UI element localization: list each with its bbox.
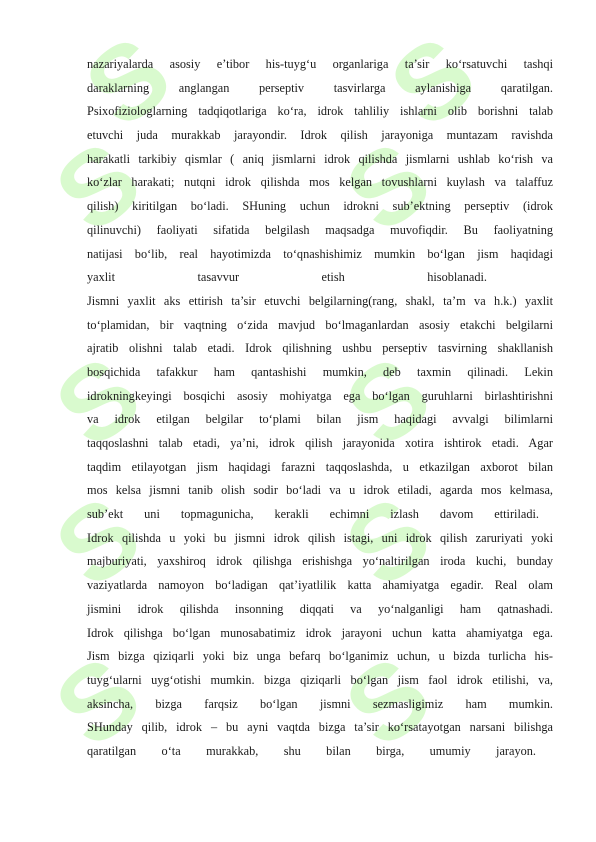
text-line: Jismni yaxlit aks ettirish ta’sir etuvchi belgilarning(rang, shakl, ta’m va h.k.) yaxlit: [87, 293, 553, 308]
text-line: bosqichida tafakkur ham qantashishi mumkin, deb taxmin qilinadi. Lekin: [87, 364, 553, 379]
text-line: tuyg‘ularni uyg‘otishi mumkin. bizga qiziqarli bo‘lgan jism faol idrok etilishi, va,: [87, 672, 553, 687]
text-line: Idrok qilishda u yoki bu jismni idrok qilish istagi, uni idrok qilish zaruriyati yoki: [87, 530, 553, 545]
text-line: ko‘zlar harakati; nutqni idrok qilishda mos kelgan tovushlarni kuylash va talaffuz: [87, 175, 553, 190]
watermark-letter: S: [34, 119, 162, 255]
text-line: natijasi bo‘lib, real hayotimizda to‘qnashishimiz mumkin bo‘lgan jism haqidagi: [87, 246, 553, 261]
text-line: taqdim etilayotgan jism haqidagi farazni taqqoslashda, u etkazilgan axborot bilan: [87, 459, 553, 474]
text-line: qilinuvchi) faoliyati sifatida belgilash maqsadga muvofiqdir. Bu faoliyatning: [87, 222, 553, 237]
text-line: sub’ekt uni topmagunicha, kerakli echimni izlash davom ettiriladi.: [87, 507, 539, 522]
watermark-letter: S: [369, 14, 497, 150]
text-line: jismini idrok qilishda insonning diqqati va yo‘nalganligi ham qatnashadi.: [87, 601, 553, 616]
watermark-letter: S: [324, 474, 452, 610]
watermark-letter: S: [324, 119, 452, 255]
watermark-letter: S: [324, 634, 452, 770]
text-line: Jism bizga qiziqarli yoki biz unga befarq bo‘lganimiz uchun, u bizda turlicha his-: [87, 649, 553, 664]
text-line: qaratilgan o‘ta murakkab, shu bilan birga, umumiy jarayon.: [87, 743, 536, 758]
text-line: vaziyatlarda namoyon bo‘ladigan qat’iyatlilik katta ahamiyatga egadir. Real olam: [87, 578, 553, 593]
text-line: qilish) kiritilgan bo‘ladi. SHuning uchun idrokni sub’ektning perseptiv (idrok: [87, 199, 553, 214]
watermark-letter: S: [34, 334, 162, 470]
text-line: idrokningkeyingi bosqichi asosiy mohiyatga ega bo‘lgan guruhlarni birlashtirishni: [87, 388, 553, 403]
text-line: majburiyati, yaxshiroq idrok qilishga erishishga yo‘naltirilgan iroda kuchi, bunday: [87, 554, 553, 569]
watermark-letter: S: [34, 474, 162, 610]
text-line: SHunday qilib, idrok – bu ayni vaqtda bizga ta’sir ko‘rsatayotgan narsani bilishga: [87, 720, 553, 735]
text-line: aksincha, bizga farqsiz bo‘lgan jismni sezmasligimiz ham mumkin.: [87, 696, 553, 711]
watermark-letter: S: [324, 334, 452, 470]
text-line: yaxlit tasavvur etish hisoblanadi.: [87, 270, 487, 285]
text-line: mos kelsa jismni tanib olish sodir bo‘ladi va u idrok etiladi, agarda mos kelmasa,: [87, 483, 553, 498]
text-line: harakatli tarkibiy qismlar ( aniq jismlarni idrok qilishda jismlarni ushlab ko‘rish va: [87, 151, 553, 166]
text-line: etuvchi juda murakkab jarayondir. Idrok qilish jarayoniga muntazam ravishda: [87, 128, 553, 143]
text-line: taqqoslashni talab etadi, ya’ni, idrok qilish jarayonida xotira ishtirok etadi. Agar: [87, 436, 553, 450]
text-line: Psixofiziologlarning tadqiqotlariga ko‘ra, idrok tahliliy ishlarni olib borishni talab: [87, 104, 553, 119]
watermark-letter: S: [34, 634, 162, 770]
text-line: ajratib olishni talab etadi. Idrok qilishning ushbu perseptiv tasvirning shakllanish: [87, 341, 553, 356]
text-line: Idrok qilishga bo‘lgan munosabatimiz idrok jarayoni uchun katta ahamiyatga ega.: [87, 625, 553, 640]
text-line: va idrok etilgan belgilar to‘plami bilan jism haqidagi avvalgi bilimlarni: [87, 412, 553, 427]
watermark-letter: S: [64, 14, 192, 150]
text-line: to‘plamidan, bir vaqtning o‘zida mavjud bo‘lmaganlardan asosiy etakchi belgilarni: [87, 317, 553, 332]
document-body: [87, 53, 553, 764]
text-line: nazariyalarda asosiy e’tibor his-tuyg‘u organlariga ta’sir ko‘rsatuvchi tashqi: [87, 57, 553, 71]
text-line: daraklarning anglangan perseptiv tasvirlarga aylanishiga qaratilgan.: [87, 80, 553, 95]
paragraph-lines: [87, 53, 553, 764]
